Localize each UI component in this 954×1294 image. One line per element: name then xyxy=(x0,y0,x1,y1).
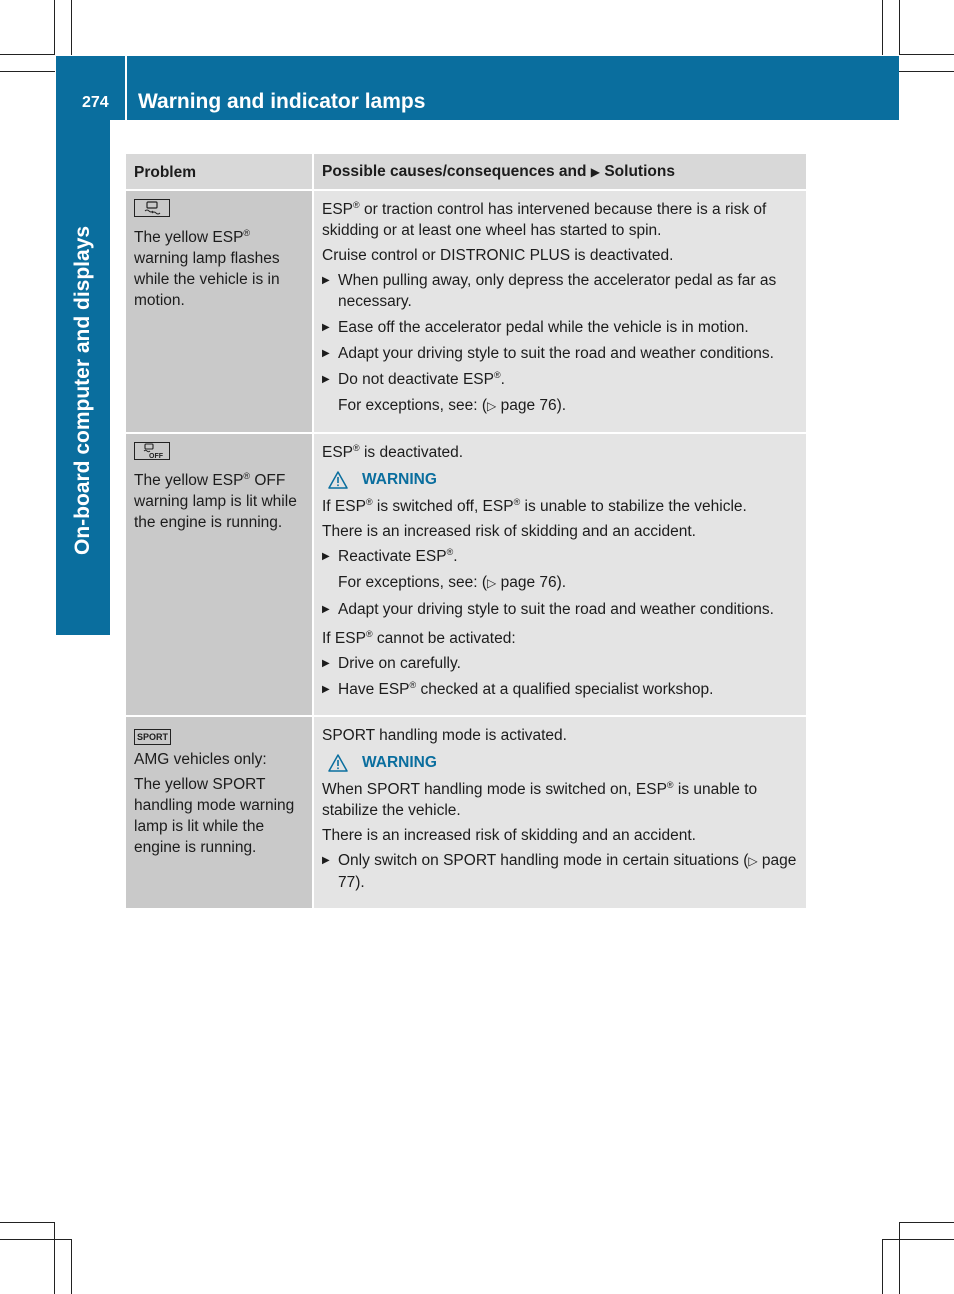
chapter-title: On-board computer and displays xyxy=(71,225,94,555)
problem-text: AMG vehicles only: xyxy=(134,751,267,768)
solution-steps xyxy=(322,850,798,893)
problem-text: The yellow ESP® OFF warning lamp is lit while the engine is running. xyxy=(134,470,297,531)
table-row xyxy=(126,716,806,909)
problem-cell xyxy=(126,190,313,433)
crop-mark xyxy=(882,1239,883,1294)
crop-mark xyxy=(0,71,55,72)
page-reference: For exceptions, see: (▷ page 76). xyxy=(338,574,567,591)
header-divider xyxy=(125,56,127,120)
solution-steps xyxy=(322,599,798,620)
cause-text: ESP® or traction control has intervened because there is a risk of skidding or at least one wheel has started to spin. xyxy=(322,199,767,239)
solution-step: ▶ Have ESP® checked at a qualified specialist workshop. xyxy=(322,679,798,700)
page-header xyxy=(56,56,899,120)
problem-text: The yellow ESP® warning lamp flashes while the vehicle is in motion. xyxy=(134,227,280,309)
cause-text: SPORT handling mode is activated. xyxy=(322,727,567,744)
crop-mark xyxy=(882,0,883,55)
problem-text: The yellow SPORT handling mode warning lamp is lit while the engine is running. xyxy=(134,776,295,856)
solution-step: ▶ When pulling away, only depress the accelerator pedal as far as necessary. xyxy=(322,270,798,312)
chapter-side-tab xyxy=(56,120,110,635)
page-reference: For exceptions, see: (▷ page 76). xyxy=(338,397,567,414)
solution-step: ▶ Do not deactivate ESP®. xyxy=(322,369,798,390)
solution-steps xyxy=(322,546,798,567)
warning-lamps-table xyxy=(126,154,806,910)
crop-mark xyxy=(899,71,954,72)
solution-step: ▶ Ease off the accelerator pedal while the vehicle is in motion. xyxy=(322,317,798,338)
page-ref-arrow-icon: ▷ xyxy=(748,854,758,868)
warning-text: There is an increased risk of skidding and an accident. xyxy=(322,523,696,540)
solution-cell xyxy=(313,433,806,716)
crop-mark xyxy=(0,54,55,55)
page-ref-arrow-icon: ▷ xyxy=(487,576,497,590)
crop-mark xyxy=(71,1239,72,1294)
crop-mark xyxy=(882,1239,954,1240)
crop-mark xyxy=(899,1222,954,1223)
page-number: 274 xyxy=(82,94,109,111)
crop-mark xyxy=(0,1239,71,1240)
crop-mark xyxy=(899,54,954,55)
cause-text: ESP® is deactivated. xyxy=(322,442,464,461)
page-title: Warning and indicator lamps xyxy=(138,90,426,113)
esp-off-icon xyxy=(134,442,170,460)
solution-step: ▶ Reactivate ESP®. xyxy=(322,546,798,567)
solution-arrow-icon: ▶ xyxy=(590,165,601,179)
crop-mark xyxy=(899,1222,900,1294)
solution-step: ▶ Adapt your driving style to suit the road and weather conditions. xyxy=(322,599,798,620)
crop-mark xyxy=(54,0,55,55)
solution-steps xyxy=(322,653,798,700)
esp-skid-icon xyxy=(134,199,170,217)
cause-text: If ESP® cannot be activated: xyxy=(322,628,516,647)
solution-step: ▶ Only switch on SPORT handling mode in certain situations (▷ page 77). xyxy=(322,850,798,893)
table-row xyxy=(126,190,806,433)
warning-triangle-icon xyxy=(328,754,348,772)
warning-triangle-icon xyxy=(328,471,348,489)
crop-mark xyxy=(54,1222,55,1294)
warning-text: If ESP® is switched off, ESP® is unable to stabilize the vehicle. xyxy=(322,496,747,515)
solution-cell xyxy=(313,716,806,909)
svg-text:OFF: OFF xyxy=(149,453,163,459)
problem-cell xyxy=(126,433,313,716)
solution-steps xyxy=(322,270,798,390)
sport-icon: SPORT xyxy=(134,729,171,745)
warning-text: There is an increased risk of skidding and an accident. xyxy=(322,827,696,844)
crop-mark xyxy=(0,1222,55,1223)
table-row xyxy=(126,433,806,716)
problem-cell xyxy=(126,716,313,909)
column-header-causes: Possible causes/consequences and ▶ Solutions xyxy=(313,154,806,190)
crop-mark xyxy=(71,0,72,55)
solution-step: ▶ Adapt your driving style to suit the road and weather conditions. xyxy=(322,343,798,364)
table-header-row xyxy=(126,154,806,190)
column-header-problem: Problem xyxy=(126,154,313,190)
warning-heading: WARNING xyxy=(328,752,798,773)
page-ref-arrow-icon: ▷ xyxy=(487,399,497,413)
cause-text: Cruise control or DISTRONIC PLUS is deactivated. xyxy=(322,247,674,264)
warning-heading: WARNING xyxy=(328,469,798,490)
warning-text: When SPORT handling mode is switched on, ESP® is unable to stabilize the vehicle. xyxy=(322,779,758,819)
crop-mark xyxy=(899,0,900,55)
solution-cell xyxy=(313,190,806,433)
solution-step: ▶ Drive on carefully. xyxy=(322,653,798,674)
